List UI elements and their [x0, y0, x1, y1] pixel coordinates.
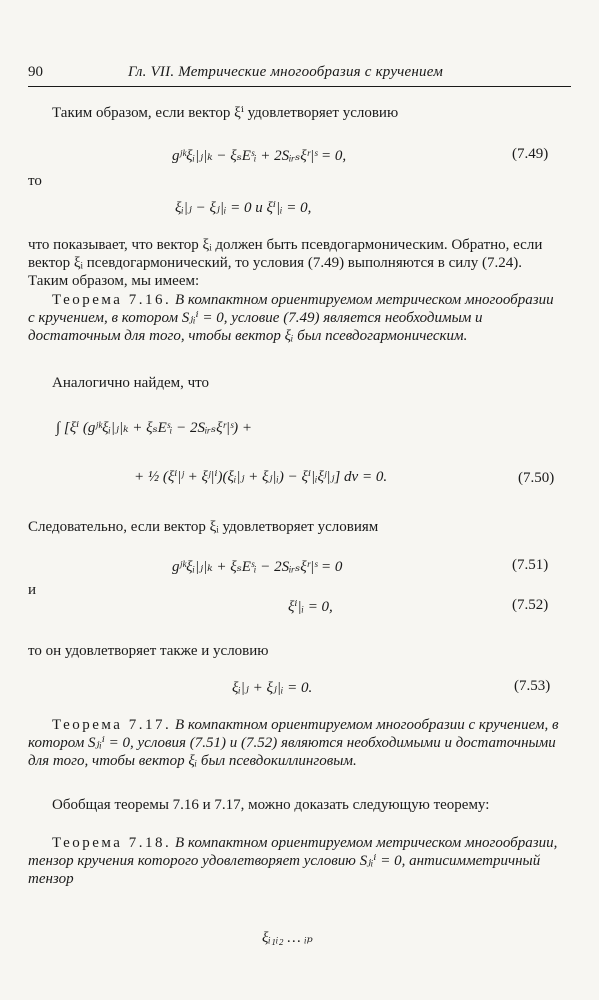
paragraph-4: Следовательно, если вектор ξᵢ удовлетворяет условиям — [28, 519, 379, 535]
equation-7-52: ξⁱ|ᵢ = 0, — [288, 599, 333, 615]
paragraph-6: Обобщая теоремы 7.16 и 7.17, можно доказать следующую теорему: — [52, 797, 490, 813]
equation-7-49: gʲᵏξᵢ|ⱼ|ₖ − ξₛEˢᵢ + 2Sᵢᵣₛξʳ|ˢ = 0, — [172, 148, 347, 164]
equation-antisymmetric-tensor: ξᵢ₁ᵢ₂ … ᵢₚ — [262, 930, 313, 946]
word-to: то — [28, 173, 42, 189]
equation-number-7-53: (7.53) — [514, 678, 551, 694]
theorem-7-16 — [28, 291, 563, 345]
paragraph-1: Таким образом, если вектор ξⁱ удовлетворяет условию — [52, 105, 399, 121]
equation-harmonic-conditions: ξᵢ|ⱼ − ξⱼ|ᵢ = 0 и ξⁱ|ᵢ = 0, — [175, 200, 312, 216]
paragraph-5: то он удовлетворяет также и условию — [28, 643, 269, 659]
paragraph-2: что показывает, что вектор ξᵢ должен быть псевдогармоническим. Обратно, если вектор ξᵢ псевдогармонический, то условия (7.49) выполняются в силу (7.24). Таким образом, мы имеем: — [28, 237, 543, 289]
equation-7-50-line-1: ∫ [ξⁱ (gʲᵏξᵢ|ⱼ|ₖ + ξₛEˢᵢ − 2Sᵢᵣₛξʳ|ˢ) + — [56, 420, 252, 436]
equation-number-7-51: (7.51) — [512, 557, 549, 573]
equation-7-50-line-2: + ½ (ξⁱ|ʲ + ξʲ|ⁱ)(ξᵢ|ⱼ + ξⱼ|ᵢ) − ξⁱ|ᵢξʲ|ⱼ] dv = 0. — [134, 469, 388, 485]
equation-number-7-52: (7.52) — [512, 597, 549, 613]
theorem-7-17-body: В компактном ориентируемом многообразии с кручением, в котором Sⱼᵢⁱ = 0, условия (7.51) и (7.52) являются необходимыми и достаточными для того, чтобы вектор ξᵢ был псевдокиллинговым. — [28, 717, 559, 769]
running-head: Гл. VII. Метрические многообразия с кручением — [128, 64, 443, 80]
theorem-7-16-label: Теорема 7.16. — [52, 292, 172, 308]
equation-number-7-49: (7.49) — [512, 146, 549, 162]
theorem-7-18-label: Теорема 7.18. — [52, 835, 172, 851]
equation-7-51: gʲᵏξᵢ|ⱼ|ₖ + ξₛEˢᵢ − 2Sᵢᵣₛξʳ|ˢ = 0 — [172, 559, 343, 575]
word-and: и — [28, 582, 37, 598]
theorem-7-16-body: В компактном ориентируемом метрическом многообразии с кручением, в котором Sⱼᵢⁱ = 0, условие (7.49) является необходимым и достаточным для того, чтобы вектор ξᵢ был псевдогармоническим. — [28, 292, 554, 344]
theorem-7-17-label: Теорема 7.17. — [52, 717, 172, 733]
equation-7-53: ξᵢ|ⱼ + ξⱼ|ᵢ = 0. — [232, 680, 313, 696]
paragraph-3: Аналогично найдем, что — [52, 375, 210, 391]
theorem-7-17 — [28, 716, 563, 770]
theorem-7-18 — [28, 834, 563, 888]
equation-number-7-50: (7.50) — [518, 470, 555, 486]
page-number: 90 — [28, 64, 43, 80]
page-header — [28, 62, 571, 87]
theorem-7-18-body: В компактном ориентируемом метрическом многообразии, тензор кручения которого удовлетворяет условию Sⱼᵢⁱ = 0, антисимметричный тензор — [28, 835, 558, 887]
